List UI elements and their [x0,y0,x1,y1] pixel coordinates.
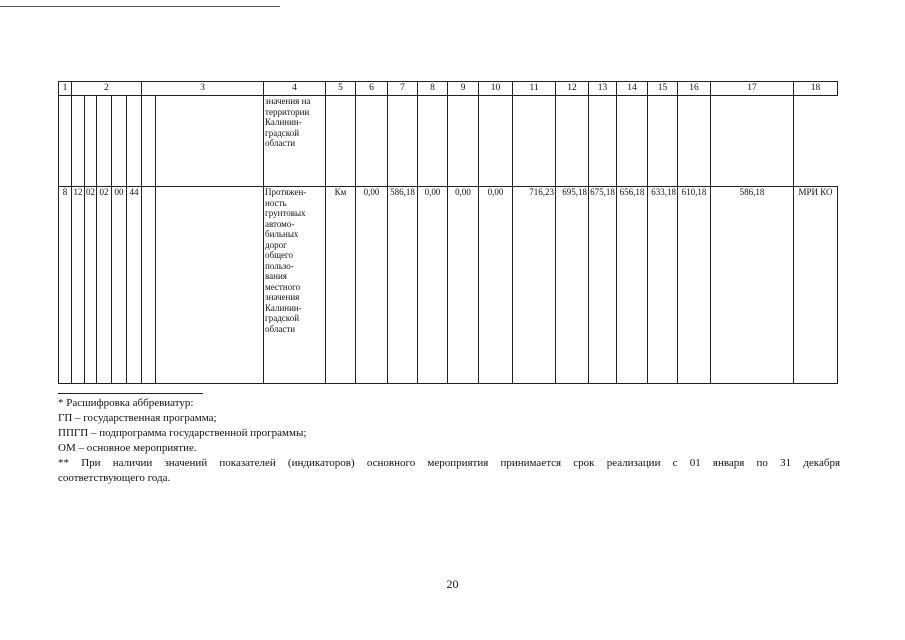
page-number: 20 [446,577,459,591]
note-line: ГП – государственная программа; [58,412,217,424]
header-row [59,82,838,96]
abbreviations-notes [58,396,840,486]
value-cell: 0,00 [479,187,513,384]
table-row [59,96,838,187]
header-cell: 8 [418,82,448,96]
value-cell: 716,23 [513,187,556,384]
notes-title: * Расшифровка аббревиатур: [58,397,194,409]
value-cell: 675,18 [589,187,617,384]
header-cell: 11 [513,82,556,96]
header-cell: 2 [72,82,142,96]
value-cell: 586,18 [388,187,418,384]
table-row [59,187,838,384]
code-cell: 12 [72,187,85,384]
code-cell: 00 [112,187,127,384]
indicator-name-cell: Протяжен- ность грунтовых автомо- бильных дорог общего пользо- вания местного значения Калинин- градской области [264,187,326,384]
value-cell: 0,00 [356,187,388,384]
value-cell: 0,00 [418,187,448,384]
header-cell: 18 [794,82,838,96]
note-line: ОМ – основное мероприятие. [58,442,197,454]
code-cell: 8 [59,187,72,384]
code-cell: 02 [85,187,97,384]
value-cell: 610,18 [678,187,711,384]
value-cell: 633,18 [648,187,678,384]
header-cell: 12 [556,82,589,96]
unit-cell: Км [326,187,356,384]
header-cell: 4 [264,82,326,96]
header-cell: 17 [711,82,794,96]
indicators-table [58,81,838,384]
header-cell: 1 [59,82,72,96]
header-cell: 13 [589,82,617,96]
footnote-line: ** При наличии значений показателей (индикаторов) основного мероприятия принимается срок реализации с 01 января по 31 декабря [58,457,840,469]
value-cell: 0,00 [448,187,479,384]
header-cell: 6 [356,82,388,96]
header-cell: 5 [326,82,356,96]
value-cell: 695,18 [556,187,589,384]
note-line: ППГП – подпрограмма государственной программы; [58,427,307,439]
header-cell: 7 [388,82,418,96]
header-cell: 10 [479,82,513,96]
indicator-name-cell: значения на территории Калинин- градской области [264,96,326,187]
top-rule [0,6,280,7]
header-cell: 3 [142,82,264,96]
footnote-line: соответствующего года. [58,472,171,484]
code-cell: 02 [97,187,112,384]
value-cell: 586,18 [711,187,794,384]
header-cell: 16 [678,82,711,96]
header-cell: 15 [648,82,678,96]
executor-cell: МРИ КО [794,187,838,384]
header-cell: 14 [617,82,648,96]
value-cell: 656,18 [617,187,648,384]
header-cell: 9 [448,82,479,96]
footnote-divider [58,393,203,394]
code-cell: 44 [127,187,142,384]
